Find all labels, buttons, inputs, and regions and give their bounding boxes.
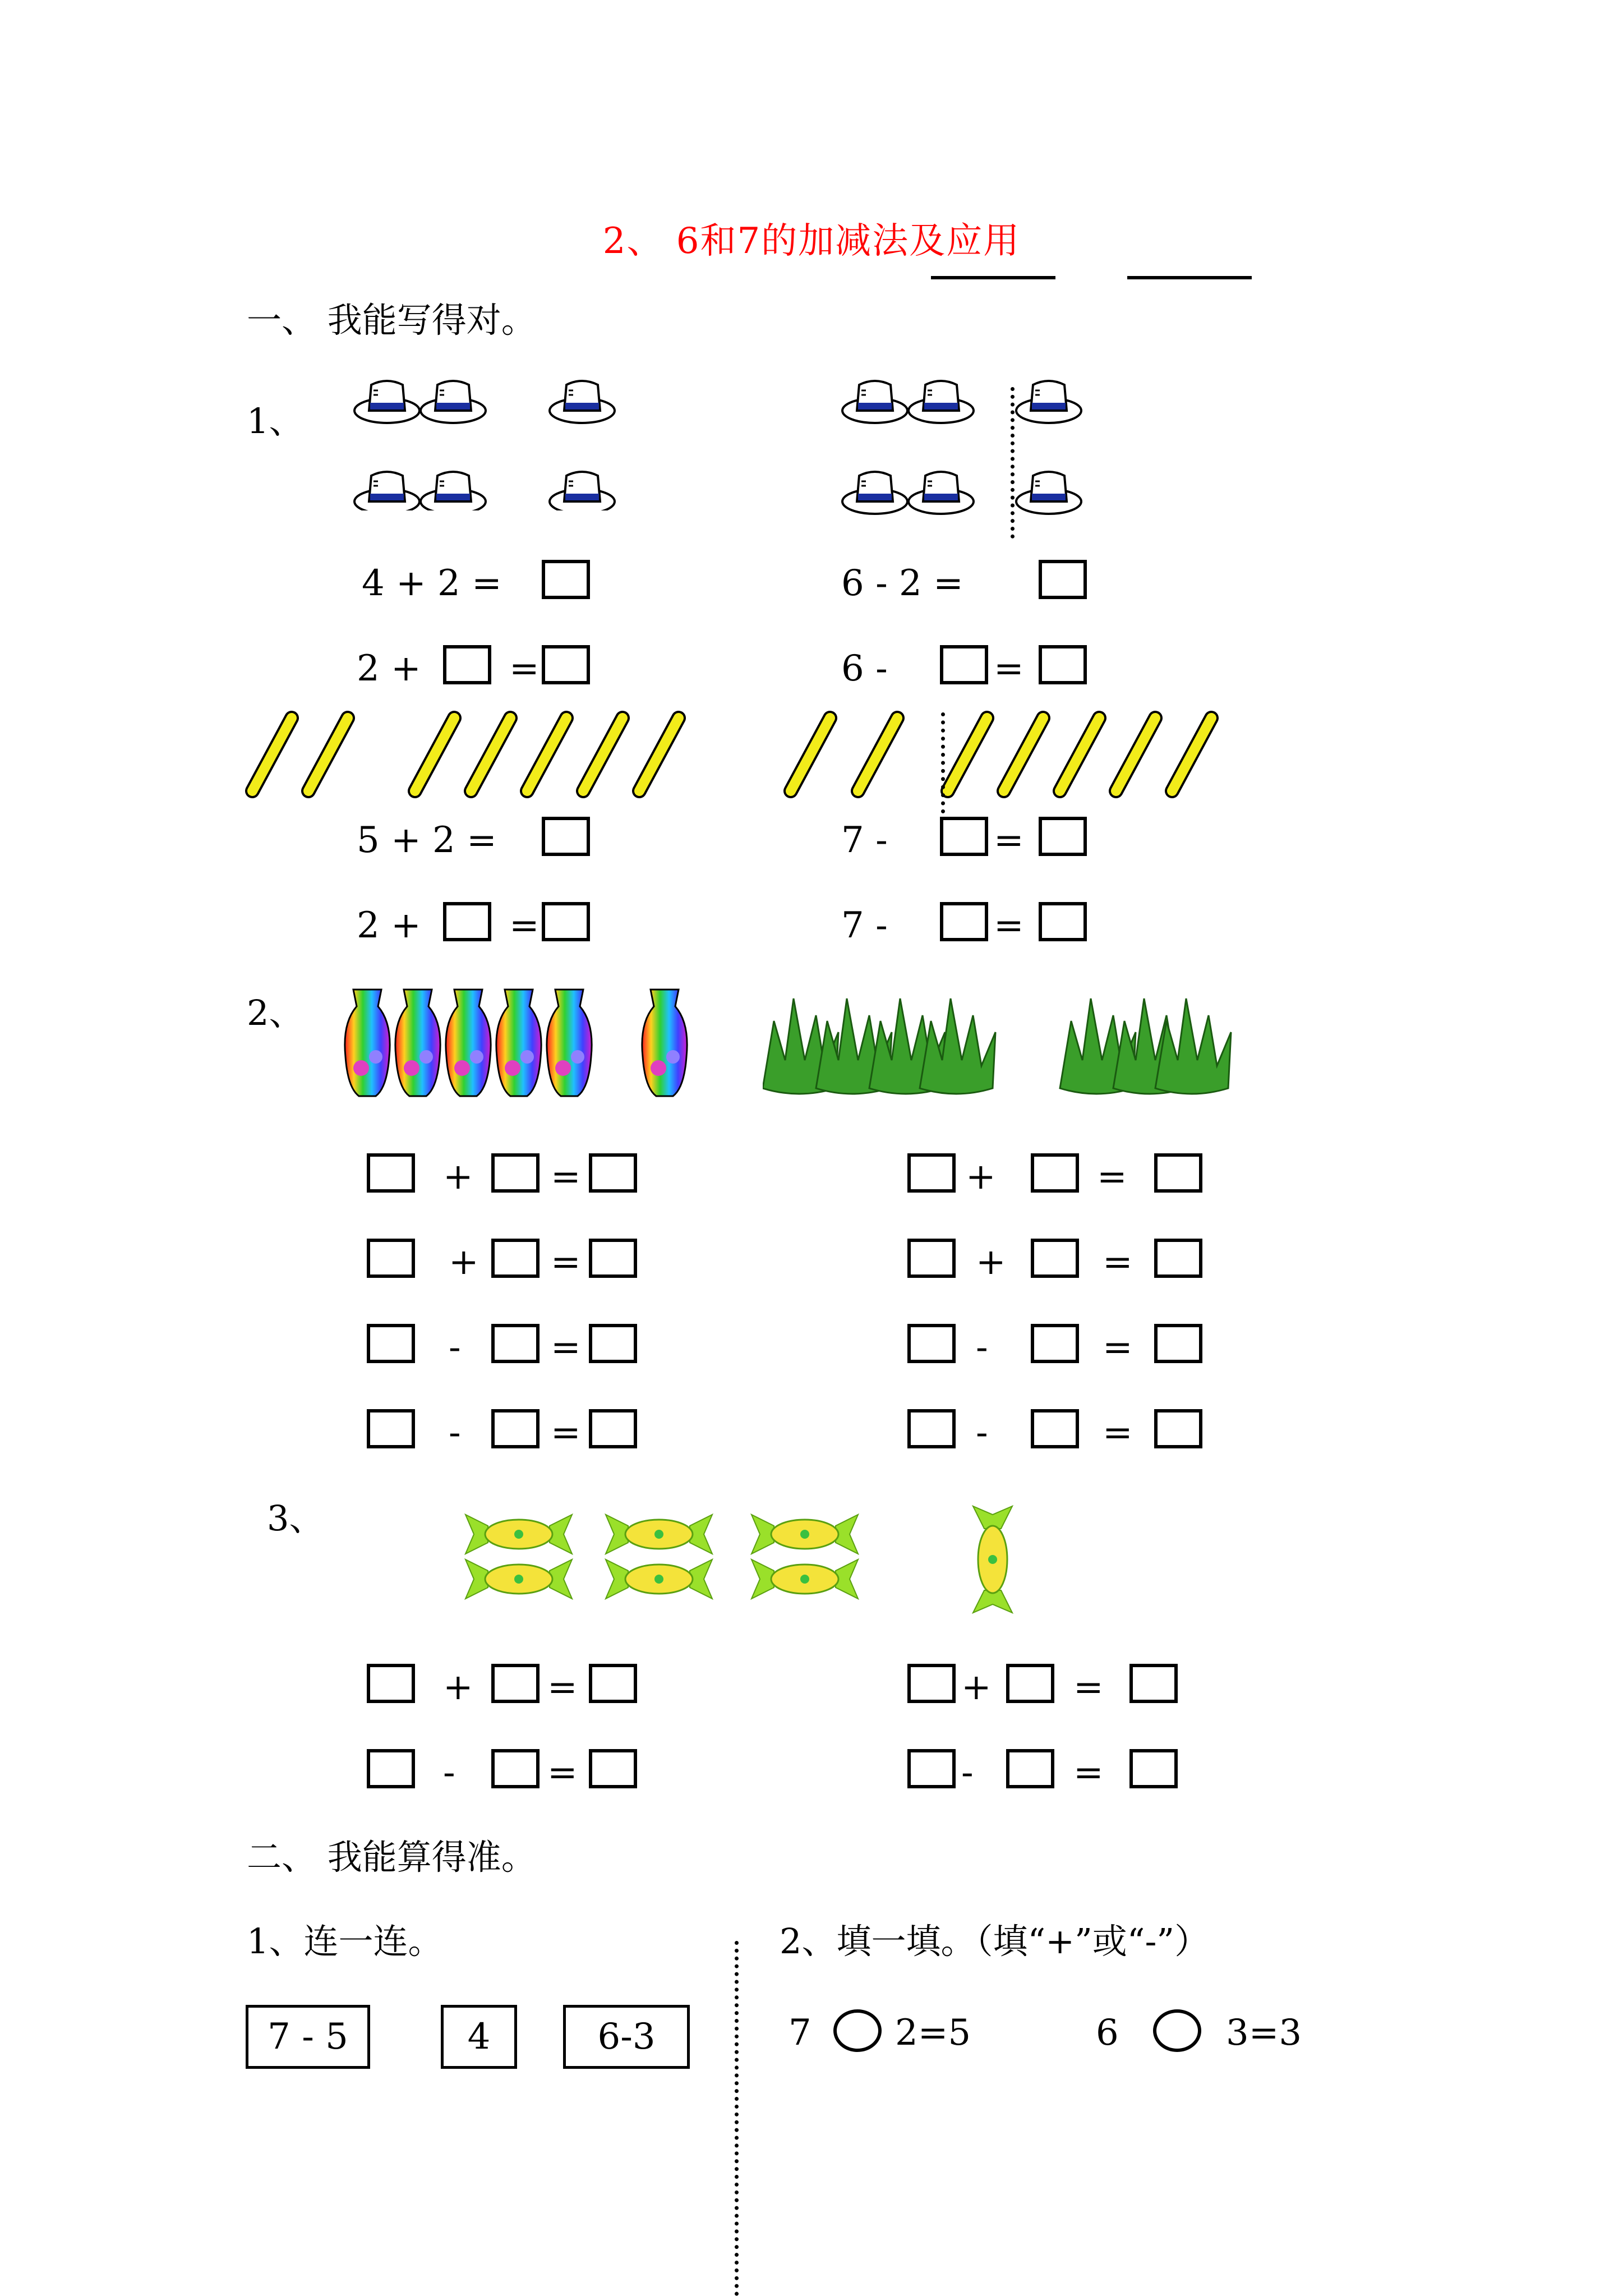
- minus-sign: -: [443, 1752, 455, 1793]
- plus-sign: +: [961, 1667, 992, 1708]
- answer-box[interactable]: [1039, 817, 1087, 856]
- operator-oval[interactable]: [1153, 2009, 1201, 2052]
- answer-box[interactable]: [907, 1749, 956, 1788]
- eq-text: =: [509, 648, 540, 689]
- fill-number: 2=5: [895, 2012, 971, 2054]
- answer-box[interactable]: [940, 817, 988, 856]
- eq-text: 4 + 2 =: [362, 563, 502, 604]
- answer-box[interactable]: [542, 817, 590, 856]
- answer-box[interactable]: [1031, 1409, 1079, 1448]
- answer-box[interactable]: [589, 1239, 637, 1278]
- minus-sign: -: [961, 1752, 974, 1793]
- eq-text: =: [509, 905, 540, 946]
- eq-text: 6 -: [841, 648, 888, 689]
- name-blank-line: [931, 276, 1055, 279]
- eq-text: 5 + 2 =: [357, 820, 497, 861]
- section-divider-dotted: [735, 1941, 739, 2296]
- minus-sign: -: [976, 1412, 988, 1453]
- hats-group-left: [353, 370, 645, 510]
- equals-sign: =: [547, 1667, 578, 1708]
- sticks-group: [241, 707, 1363, 802]
- grass-group: [763, 987, 1267, 1099]
- plus-sign: +: [443, 1156, 473, 1198]
- answer-box[interactable]: [367, 1409, 415, 1448]
- answer-box[interactable]: [367, 1153, 415, 1193]
- score-blank-line: [1127, 276, 1252, 279]
- candies-group: [460, 1503, 1077, 1616]
- answer-box[interactable]: [589, 1409, 637, 1448]
- answer-box[interactable]: [589, 1664, 637, 1703]
- answer-box[interactable]: [1039, 645, 1087, 684]
- equals-sign: =: [1073, 1667, 1104, 1708]
- answer-box[interactable]: [1129, 1749, 1178, 1788]
- q1-label: 1、: [247, 401, 304, 441]
- plus-sign: +: [443, 1667, 473, 1708]
- equals-sign: =: [551, 1241, 581, 1283]
- plus-sign: +: [966, 1156, 996, 1198]
- minus-sign: -: [976, 1327, 988, 1368]
- answer-box[interactable]: [367, 1239, 415, 1278]
- equals-sign: =: [547, 1752, 578, 1793]
- answer-box[interactable]: [1031, 1153, 1079, 1193]
- answer-box[interactable]: [1154, 1409, 1202, 1448]
- section1-heading: 一、 我能写得对。: [247, 300, 536, 341]
- answer-box[interactable]: [1031, 1324, 1079, 1363]
- sub1-label: 1、连一连。: [247, 1921, 443, 1962]
- eq-text: 2 +: [357, 648, 421, 689]
- answer-box[interactable]: [1039, 902, 1087, 941]
- operator-oval[interactable]: [833, 2009, 882, 2052]
- answer-box[interactable]: [542, 560, 590, 599]
- answer-box[interactable]: [1129, 1664, 1178, 1703]
- answer-box[interactable]: [1006, 1664, 1054, 1703]
- equals-sign: =: [551, 1156, 581, 1198]
- eq-text: 7 -: [841, 905, 888, 946]
- equals-sign: =: [1103, 1327, 1133, 1368]
- link-box[interactable]: 7 - 5: [246, 2005, 370, 2069]
- q3-label: 3、: [267, 1498, 324, 1539]
- answer-box[interactable]: [367, 1324, 415, 1363]
- eq-text: 2 +: [357, 905, 421, 946]
- vases-group: [336, 987, 740, 1099]
- answer-box[interactable]: [491, 1409, 540, 1448]
- answer-box[interactable]: [491, 1749, 540, 1788]
- answer-box[interactable]: [940, 902, 988, 941]
- fill-number: 3=3: [1226, 2012, 1302, 2054]
- equals-sign: =: [551, 1327, 581, 1368]
- answer-box[interactable]: [542, 645, 590, 684]
- answer-box[interactable]: [589, 1153, 637, 1193]
- answer-box[interactable]: [491, 1153, 540, 1193]
- eq-text: =: [994, 820, 1024, 861]
- answer-box[interactable]: [907, 1153, 956, 1193]
- fill-number: 7: [789, 2012, 811, 2054]
- answer-box[interactable]: [491, 1324, 540, 1363]
- answer-box[interactable]: [1006, 1749, 1054, 1788]
- link-box[interactable]: 6-3: [563, 2005, 690, 2069]
- answer-box[interactable]: [1039, 560, 1087, 599]
- answer-box[interactable]: [907, 1324, 956, 1363]
- answer-box[interactable]: [542, 902, 590, 941]
- eq-text: 6 - 2 =: [841, 563, 963, 604]
- page-title: 2、 6和7的加减法及应用: [602, 220, 1021, 262]
- divider-dotted-line: [1011, 387, 1015, 539]
- answer-box[interactable]: [907, 1664, 956, 1703]
- link-box[interactable]: 4: [441, 2005, 517, 2069]
- answer-box[interactable]: [589, 1749, 637, 1788]
- plus-sign: +: [449, 1241, 479, 1283]
- eq-text: =: [994, 648, 1024, 689]
- answer-box[interactable]: [491, 1239, 540, 1278]
- fill-number: 6: [1096, 2012, 1119, 2054]
- sub2-label: 2、填一填。（填“+”或“-”）: [780, 1921, 1210, 1962]
- equals-sign: =: [1103, 1241, 1133, 1283]
- answer-box[interactable]: [367, 1664, 415, 1703]
- minus-sign: -: [449, 1327, 461, 1368]
- answer-box[interactable]: [589, 1324, 637, 1363]
- answer-box[interactable]: [940, 645, 988, 684]
- hats-group-right: [841, 370, 1099, 539]
- answer-box[interactable]: [907, 1409, 956, 1448]
- answer-box[interactable]: [1031, 1239, 1079, 1278]
- equals-sign: =: [1103, 1412, 1133, 1453]
- answer-box[interactable]: [1154, 1324, 1202, 1363]
- equals-sign: =: [1073, 1752, 1104, 1793]
- divider-dotted-line: [941, 712, 945, 813]
- section2-heading: 二、 我能算得准。: [247, 1837, 536, 1878]
- eq-text: 7 -: [841, 820, 888, 861]
- answer-box[interactable]: [491, 1664, 540, 1703]
- minus-sign: -: [449, 1412, 461, 1453]
- answer-box[interactable]: [443, 902, 491, 941]
- answer-box[interactable]: [367, 1749, 415, 1788]
- answer-box[interactable]: [1154, 1239, 1202, 1278]
- equals-sign: =: [551, 1412, 581, 1453]
- q2-label: 2、: [247, 992, 304, 1033]
- plus-sign: +: [976, 1241, 1006, 1283]
- eq-text: =: [994, 905, 1024, 946]
- answer-box[interactable]: [1154, 1153, 1202, 1193]
- answer-box[interactable]: [907, 1239, 956, 1278]
- equals-sign: =: [1097, 1156, 1127, 1198]
- answer-box[interactable]: [443, 645, 491, 684]
